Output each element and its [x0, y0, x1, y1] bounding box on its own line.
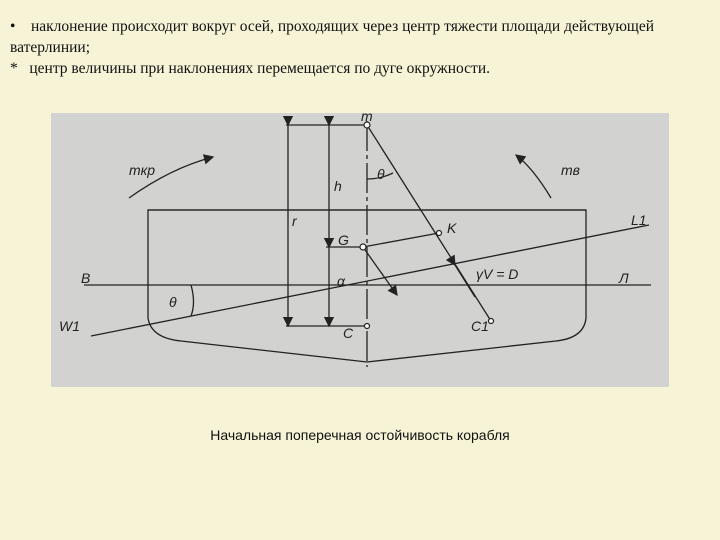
label-h: h [334, 178, 342, 194]
theta-arc-left [191, 285, 194, 316]
waterline-w1l1 [91, 225, 649, 336]
gk-line [363, 233, 439, 247]
point-g [360, 244, 366, 250]
label-c1: C1 [471, 318, 489, 334]
bullet-list [10, 16, 710, 79]
righting-moment-arc [516, 155, 551, 198]
figure-caption: Начальная поперечная остойчивость корабля [210, 427, 510, 443]
bullet-text-2: центр величины при наклонениях перемещается по дуге окружности. [29, 60, 491, 77]
label-theta-left: θ [169, 294, 177, 310]
label-c: C [343, 325, 354, 341]
label-gamma-v: γV = D [476, 266, 519, 282]
stability-diagram-svg [51, 113, 669, 387]
bullet-marker: * [10, 60, 18, 77]
label-g: G [338, 232, 349, 248]
point-c [365, 324, 370, 329]
label-b: B [81, 270, 91, 286]
label-r: r [292, 213, 297, 229]
weight-arrow [363, 247, 397, 295]
bullet-marker: • [10, 18, 16, 35]
buoyancy-line [367, 125, 491, 321]
label-m-kr: mкр [129, 162, 156, 178]
label-alpha: α [337, 273, 345, 289]
label-theta-top: θ [377, 166, 385, 182]
bullet-item-2 [10, 58, 710, 79]
point-k [437, 231, 442, 236]
label-m: m [361, 113, 373, 124]
label-k: K [447, 220, 457, 236]
stability-diagram [51, 113, 669, 387]
label-m-v: mв [561, 162, 580, 178]
bullet-item-1 [10, 16, 710, 58]
point-c1 [489, 319, 494, 324]
label-l: Л [619, 270, 629, 286]
label-w1: W1 [59, 318, 80, 334]
bullet-text-1: наклонение происходит вокруг осей, проходящих через центр тяжести площади действующей ватерлинии; [10, 18, 655, 56]
buoyancy-arrow [455, 265, 475, 297]
label-l1: L1 [631, 212, 647, 228]
